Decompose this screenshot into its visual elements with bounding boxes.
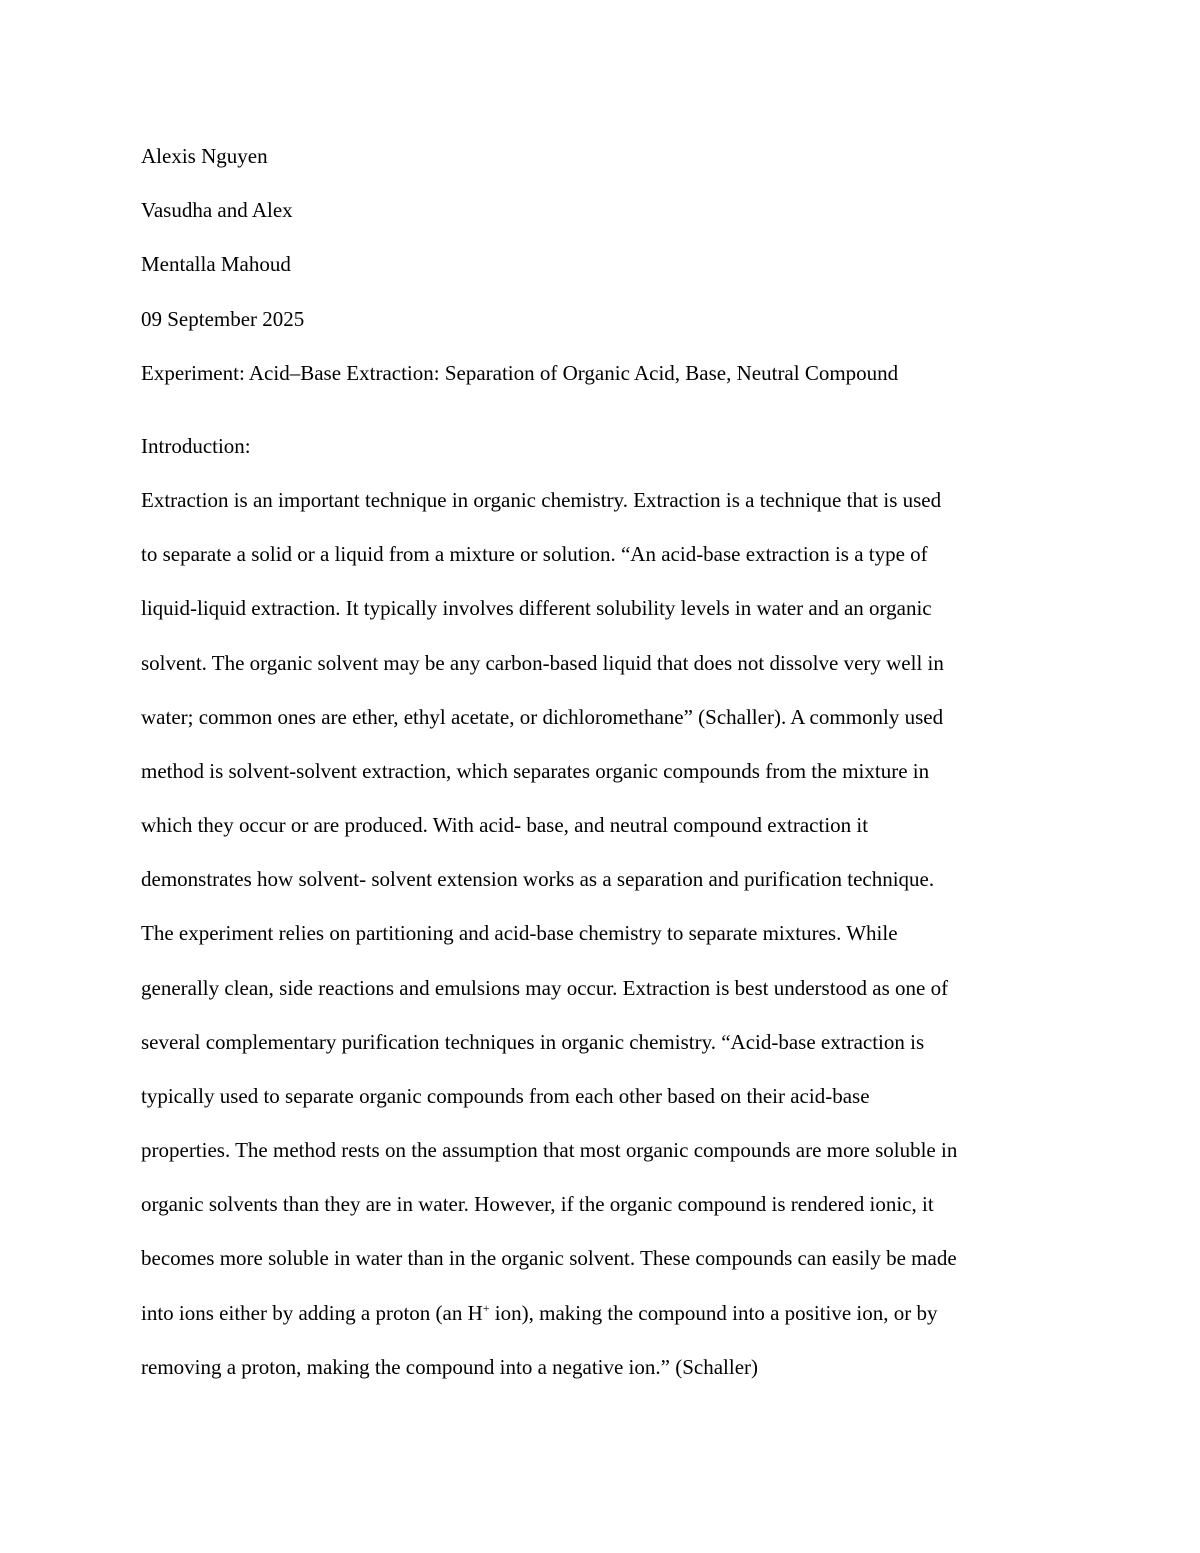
paragraph-line: to separate a solid or a liquid from a mixture or solution. “An acid-base extraction is a type of [141,542,928,566]
document-date: 09 September 2025 [141,307,305,331]
paragraph-line: properties. The method rests on the assumption that most organic compounds are more soluble in [141,1138,958,1162]
paragraph-line: becomes more soluble in water than in the organic solvent. These compounds can easily be made [141,1246,957,1270]
paragraph-line: several complementary purification techniques in organic chemistry. “Acid-base extraction is [141,1030,925,1054]
paragraph-line: The experiment relies on partitioning and acid-base chemistry to separate mixtures. While [141,921,898,945]
paragraph-line: Extraction is an important technique in organic chemistry. Extraction is a technique that is used [141,488,942,512]
paragraph-line: water; common ones are ether, ethyl acetate, or dichloromethane” (Schaller). A commonly used [141,705,944,729]
paragraph-line: solvent. The organic solvent may be any carbon-based liquid that does not dissolve very well in [141,651,944,675]
line-text-after: ion), making the compound into a positive ion, or by [489,1301,938,1325]
experiment-title: Experiment: Acid–Base Extraction: Separation of Organic Acid, Base, Neutral Compound [141,361,899,385]
paragraph-line: which they occur or are produced. With acid- base, and neutral compound extraction it [141,813,869,837]
lab-partners: Vasudha and Alex [141,198,293,222]
student-name: Alexis Nguyen [141,144,268,168]
paragraph-line: typically used to separate organic compounds from each other based on their acid-base [141,1084,870,1108]
paragraph-line: demonstrates how solvent- solvent extension works as a separation and purification technique. [141,867,935,891]
paragraph-line: organic solvents than they are in water. However, if the organic compound is rendered ionic, it [141,1192,934,1216]
paragraph-last-line: removing a proton, making the compound into a negative ion.” (Schaller) [141,1355,758,1379]
section-heading-introduction: Introduction: [141,434,251,458]
plus-superscript: + [482,1301,490,1315]
line-text-before: into ions either by adding a proton (an H [141,1301,483,1325]
paragraph-line: generally clean, side reactions and emulsions may occur. Extraction is best understood as one of [141,976,949,1000]
paragraph-line: method is solvent-solvent extraction, which separates organic compounds from the mixture in [141,759,930,783]
paragraph-line: liquid-liquid extraction. It typically involves different solubility levels in water and an organic [141,596,932,620]
paragraph-line-hydrogen-ion [141,1300,938,1326]
instructor-name: Mentalla Mahoud [141,252,291,276]
